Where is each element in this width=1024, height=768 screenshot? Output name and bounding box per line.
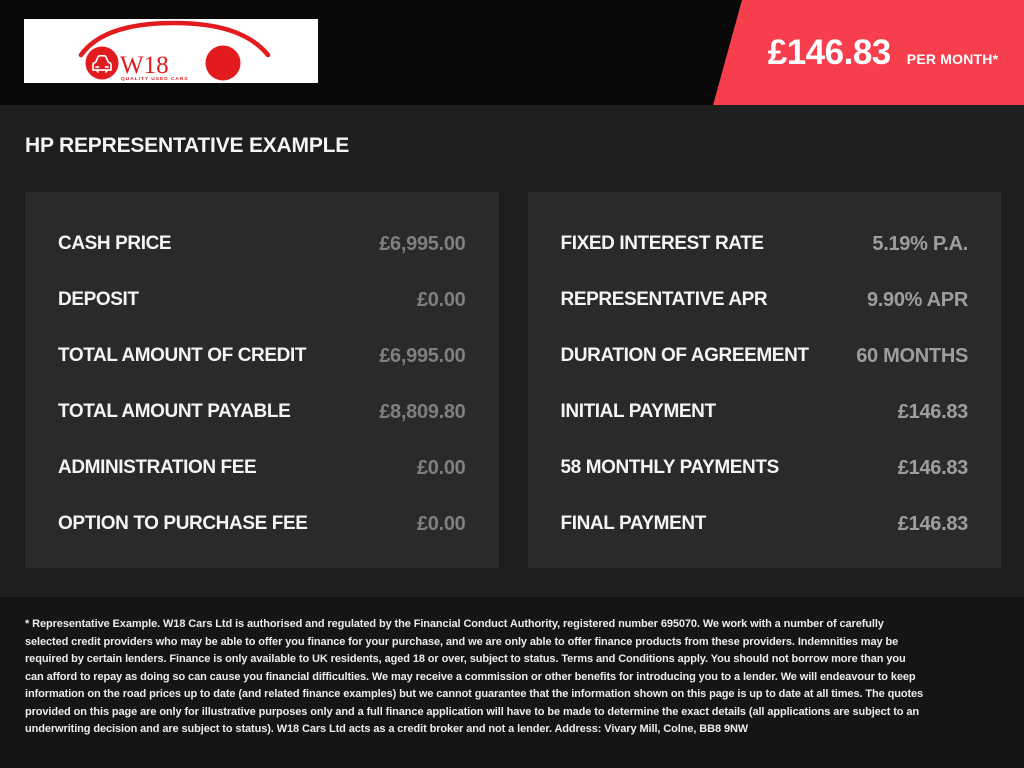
finance-row-final-payment [561, 496, 969, 552]
row-label: CASH PRICE [58, 233, 172, 254]
row-label: DURATION OF AGREEMENT [560, 345, 809, 366]
row-label: OPTION TO PURCHASE FEE [58, 513, 308, 534]
finance-row-interest-rate [561, 216, 969, 272]
row-label: 58 MONTHLY PAYMENTS [560, 457, 779, 478]
row-value: £0.00 [416, 512, 466, 535]
finance-row-option-fee [58, 496, 466, 552]
finance-row-monthly-payments [561, 440, 969, 496]
finance-panel-terms [528, 192, 1002, 568]
row-label: FINAL PAYMENT [560, 513, 706, 534]
row-value: £6,995.00 [379, 344, 466, 367]
row-label: INITIAL PAYMENT [560, 401, 716, 422]
row-value: £146.83 [897, 456, 968, 479]
row-value: £0.00 [416, 456, 466, 479]
row-label: FIXED INTEREST RATE [560, 233, 764, 254]
finance-row-admin-fee [58, 440, 466, 496]
finance-row-deposit [58, 272, 466, 328]
row-value: £146.83 [897, 400, 968, 423]
row-label: ADMINISTRATION FEE [58, 457, 257, 478]
finance-row-total-payable [58, 384, 466, 440]
row-value: £0.00 [416, 288, 466, 311]
row-label: TOTAL AMOUNT OF CREDIT [58, 345, 307, 366]
brand-name-text: W18 [120, 52, 169, 79]
finance-panels [25, 192, 1001, 568]
row-value: £6,995.00 [379, 232, 466, 255]
monthly-price: £146.83 [767, 32, 891, 72]
car-badge-circle [86, 47, 119, 80]
row-value: £8,809.80 [379, 400, 466, 423]
finance-row-total-credit [58, 328, 466, 384]
monthly-price-period: PER MONTH* [906, 50, 999, 67]
row-value: 5.19% P.A. [872, 232, 968, 255]
finance-panel-amounts [25, 192, 499, 568]
finance-row-duration [561, 328, 969, 384]
row-value: 9.90% APR [866, 288, 968, 311]
finance-row-apr [561, 272, 969, 328]
car-logo-graphic [24, 19, 318, 83]
footer-legal-section [0, 597, 1024, 768]
brand-tagline-text: QUALITY USED CARS [121, 77, 189, 82]
row-label: TOTAL AMOUNT PAYABLE [58, 401, 291, 422]
finance-row-cash-price [58, 216, 466, 272]
page-title: HP REPRESENTATIVE EXAMPLE [25, 134, 350, 157]
brand-logo[interactable] [24, 19, 318, 83]
row-label: REPRESENTATIVE APR [560, 289, 768, 310]
car-wheel-circle [206, 46, 241, 81]
row-value: £146.83 [897, 512, 968, 535]
finance-row-initial-payment [561, 384, 969, 440]
row-value: 60 MONTHS [856, 344, 968, 367]
price-banner [742, 0, 1024, 105]
header-bar [0, 0, 1024, 105]
row-label: DEPOSIT [58, 289, 139, 310]
finance-example-section [0, 105, 1024, 597]
legal-disclaimer-text: * Representative Example. W18 Cars Ltd is authorised and regulated by the Financial Conduct Authority, registered number 695070. We work with a number of carefully selected credit providers who may be able to offer you finance for your purchase, and we are only able to offer finance products from these providers. Indemnities may be required by certain lenders. Finance is only available to UK residents, aged 18 or over, subject to status. Terms and Conditions apply. You should not borrow more than you can afford to repay as doing so can cause you financial difficulties. We may receive a commission or other benefits for introducing you to a lender. We will endeavour to keep information on the road prices up to date (and related finance examples) but we cannot guarantee that the information shown on this page is up to date at all times. The quotes provided on this page are only for illustrative purposes only and a full finance application will have to be made to determine the exact details (all applications are subject to an underwriting decision and are subject to status). W18 Cars Ltd acts as a credit broker and not a lender. Address: Vivary Mill, Colne, BB8 9NW [25, 618, 924, 735]
